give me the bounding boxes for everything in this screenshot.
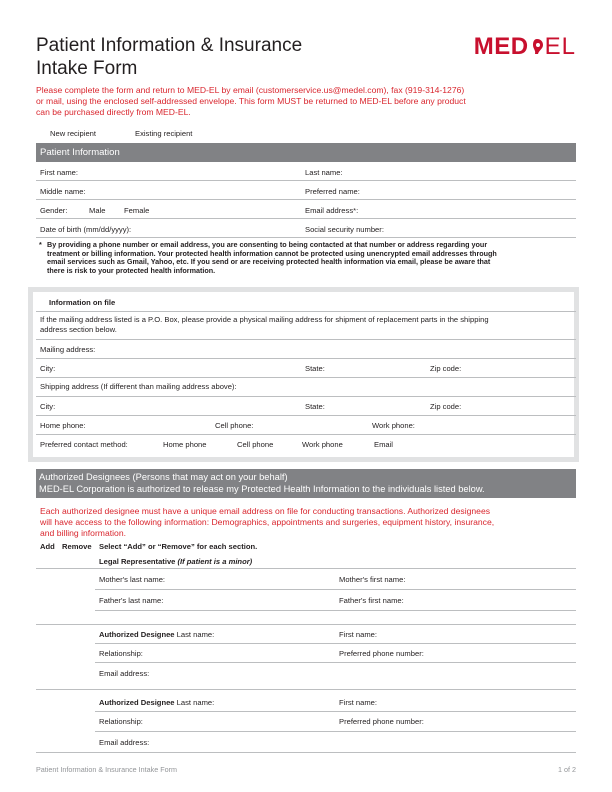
- authorized-designees-heading: Authorized Designees (Persons that may act on your behalf) MED-EL Corporation is authorized to release my Protected Health Information to the individuals listed below.: [36, 469, 576, 498]
- designee-2-email-label: Email address:: [99, 738, 150, 747]
- mailing-zip-label: Zip code:: [430, 364, 462, 373]
- divider: [36, 396, 576, 397]
- gender-male-option[interactable]: Male: [89, 206, 106, 215]
- first-name-label: First name:: [40, 168, 78, 177]
- information-on-file-heading: Information on file: [49, 298, 116, 307]
- intro-text: Please complete the form and return to MED-EL by email (customerservice.us@medel.com), fax (919-314-1276) or mail, using the enclosed self-addressed envelope. This form MUST be returned to MED-EL before any product can be purchased directly from MED-EL.: [36, 85, 466, 118]
- footer-form-name: Patient Information & Insurance Intake Form: [36, 765, 178, 774]
- mailing-city-label: City:: [40, 364, 56, 373]
- mailing-address-label: Mailing address:: [40, 345, 96, 354]
- shipping-address-label: Shipping address (If different than mailing address above):: [40, 382, 237, 391]
- preferred-contact-label: Preferred contact method:: [40, 440, 128, 449]
- divider: [95, 589, 576, 590]
- father-first-name-label: Father's first name:: [339, 596, 404, 605]
- cell-phone-label: Cell phone:: [215, 421, 254, 430]
- divider: [36, 358, 576, 359]
- add-remove-instruction: Select “Add” or “Remove” for each section.: [99, 542, 258, 551]
- contact-work-phone-option[interactable]: Work phone: [302, 440, 343, 449]
- designee-1-first-name-label: First name:: [339, 630, 377, 639]
- legal-representative-heading: Legal Representative (If patient is a minor): [99, 557, 253, 566]
- designee-2-phone-label: Preferred phone number:: [339, 717, 424, 726]
- home-phone-label: Home phone:: [40, 421, 86, 430]
- divider: [36, 311, 576, 312]
- footer-page-number: 1 of 2: [558, 765, 576, 774]
- title-line-1: Patient Information & Insurance: [36, 35, 303, 56]
- shipping-state-label: State:: [305, 402, 325, 411]
- designee-2-last-name-label: Authorized Designee Last name:: [99, 698, 215, 707]
- designee-2-relationship-label: Relationship:: [99, 717, 143, 726]
- contact-home-phone-option[interactable]: Home phone: [163, 440, 207, 449]
- divider: [36, 339, 576, 340]
- divider: [36, 180, 576, 181]
- divider: [36, 199, 576, 200]
- designee-1-phone-label: Preferred phone number:: [339, 649, 424, 658]
- father-last-name-label: Father's last name:: [99, 596, 164, 605]
- med-el-logo: [474, 33, 576, 61]
- designee-1-last-name-label: Authorized Designee Last name:: [99, 630, 215, 639]
- contact-cell-phone-option[interactable]: Cell phone: [237, 440, 274, 449]
- new-recipient-option[interactable]: New recipient: [50, 129, 97, 138]
- logo-text-el: EL: [544, 33, 576, 60]
- information-on-file-box: [28, 287, 579, 462]
- gender-female-option[interactable]: Female: [124, 206, 150, 215]
- add-column-label: Add: [40, 542, 55, 551]
- divider: [36, 434, 576, 435]
- existing-recipient-option[interactable]: Existing recipient: [135, 129, 193, 138]
- designee-requirements: Each authorized designee must have a unique email address on file for conducting transactions. Authorized designees will have access to the following information: Demographics, appointments and surgeries, equipment history, insurance, and billing information.: [40, 506, 495, 539]
- ssn-label: Social security number:: [305, 225, 384, 234]
- contact-email-option[interactable]: Email: [374, 440, 393, 449]
- divider: [95, 711, 576, 712]
- page-title: [36, 34, 376, 80]
- divider: [36, 568, 576, 569]
- mailing-state-label: State:: [305, 364, 325, 373]
- po-box-instructions: If the mailing address listed is a P.O. Box, please provide a physical mailing address for shipment of replacement parts in the shipping address section below.: [40, 315, 489, 334]
- divider: [36, 752, 576, 753]
- designee-2-first-name-label: First name:: [339, 698, 377, 707]
- preferred-name-label: Preferred name:: [305, 187, 360, 196]
- logo-text-med: MED: [473, 33, 529, 60]
- divider: [95, 643, 576, 644]
- divider: [36, 689, 576, 690]
- patient-information-heading: Patient Information: [36, 143, 576, 162]
- middle-name-label: Middle name:: [40, 187, 86, 196]
- remove-column-label: Remove: [62, 542, 92, 551]
- email-label: Email address*:: [305, 206, 359, 215]
- divider: [36, 377, 576, 378]
- divider: [95, 662, 576, 663]
- mother-first-name-label: Mother's first name:: [339, 575, 406, 584]
- mother-last-name-label: Mother's last name:: [99, 575, 166, 584]
- gender-label: Gender:: [40, 206, 68, 215]
- note-asterisk: *: [39, 240, 42, 249]
- title-line-2: Intake Form: [36, 58, 138, 79]
- divider: [36, 218, 576, 219]
- logo-ear-icon: [530, 38, 544, 55]
- divider: [36, 237, 576, 238]
- work-phone-label: Work phone:: [372, 421, 415, 430]
- designee-1-email-label: Email address:: [99, 669, 150, 678]
- dob-label: Date of birth (mm/dd/yyyy):: [40, 225, 132, 234]
- divider: [36, 624, 576, 625]
- designee-1-relationship-label: Relationship:: [99, 649, 143, 658]
- divider: [36, 415, 576, 416]
- divider: [95, 610, 576, 611]
- shipping-city-label: City:: [40, 402, 56, 411]
- last-name-label: Last name:: [305, 168, 343, 177]
- divider: [95, 731, 576, 732]
- shipping-zip-label: Zip code:: [430, 402, 462, 411]
